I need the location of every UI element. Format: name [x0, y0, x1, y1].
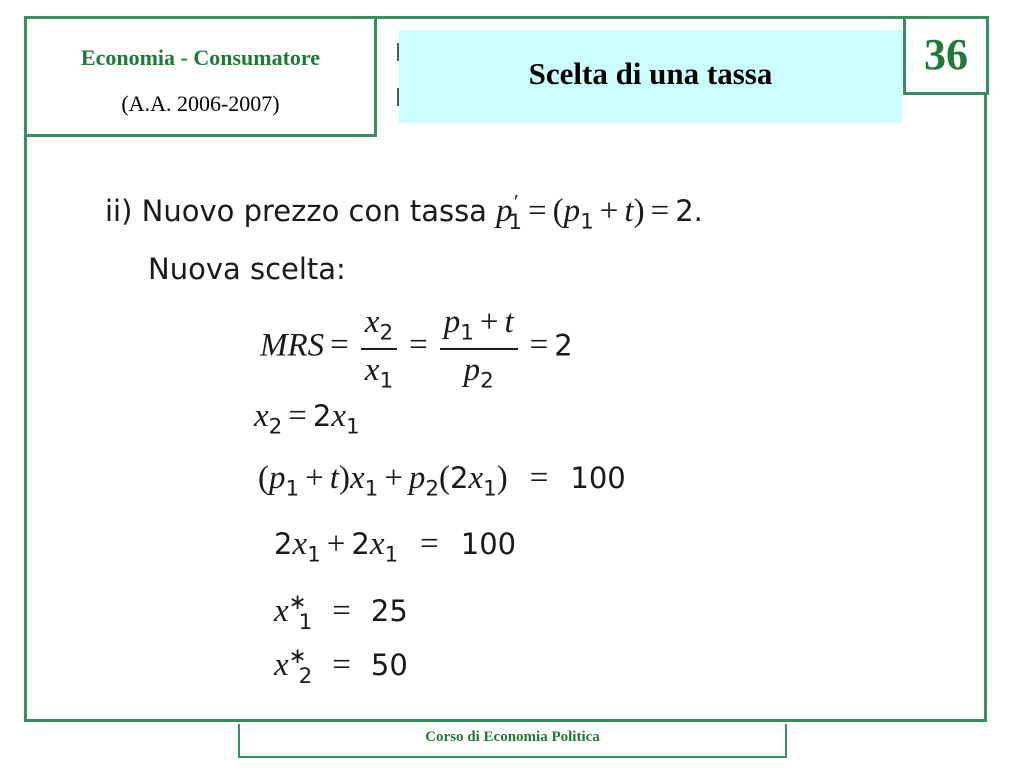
solution-x2: $x^∗_2 = 50$: [274, 644, 408, 689]
academic-year: (A.A. 2006-2007): [121, 91, 280, 116]
intro-text: Nuovo prezzo con tassa: [141, 194, 487, 228]
formula-mrs: MRS = $\frac{x_2}{x_1}$ = $\frac{p_1 + t}{p_2}$ = 2: [260, 304, 573, 394]
slide-number-box: [903, 16, 989, 95]
coef-d: 2: [351, 527, 370, 561]
formula-x2: $x_2 = 2x_1$: [254, 398, 360, 440]
fraction-x2-x1: $\frac{x_2}{x_1}$: [355, 304, 403, 393]
coef-c: 2: [274, 527, 293, 561]
x2-star-value: 50: [370, 648, 408, 682]
subheading: Nuova scelta:: [148, 252, 346, 286]
intro-line: ii) Nuovo prezzo con tassa $p'_1 = (p_1 + t) = 2$.: [105, 190, 703, 235]
formula-new-price: $p'_1 = (p_1 + t)$ =: [496, 190, 670, 235]
new-price-value: 2: [675, 194, 694, 228]
item-label: ii): [105, 194, 133, 228]
course-info-box: [24, 16, 377, 137]
income-a: 100: [570, 461, 626, 495]
footer-text: Corso di Economia Politica: [425, 729, 600, 745]
formula-simplified: $2x_1 + 2x_1 = 100$: [274, 526, 517, 568]
x1-star-value: 25: [370, 594, 408, 628]
solution-x1: $x^∗_1 = 25$: [274, 590, 408, 635]
income-b: 100: [460, 527, 517, 561]
mrs-value: 2: [554, 328, 573, 363]
course-title: Economia - Consumatore: [80, 45, 321, 70]
fraction-price-ratio: $\frac{p_1 + t}{p_2}$: [434, 304, 524, 393]
slide-number: 36: [924, 30, 968, 79]
mrs-label: MRS: [260, 327, 325, 364]
footer-box: [238, 724, 787, 758]
formula-budget: $(p_1 + t)x_1 + p_2(2x_1) = 100$: [258, 460, 626, 502]
slide-title: Scelta di una tassa: [528, 56, 773, 91]
coef-b: 2: [450, 461, 469, 495]
slide-title-box: [399, 30, 902, 123]
coef-a: 2: [312, 399, 332, 433]
